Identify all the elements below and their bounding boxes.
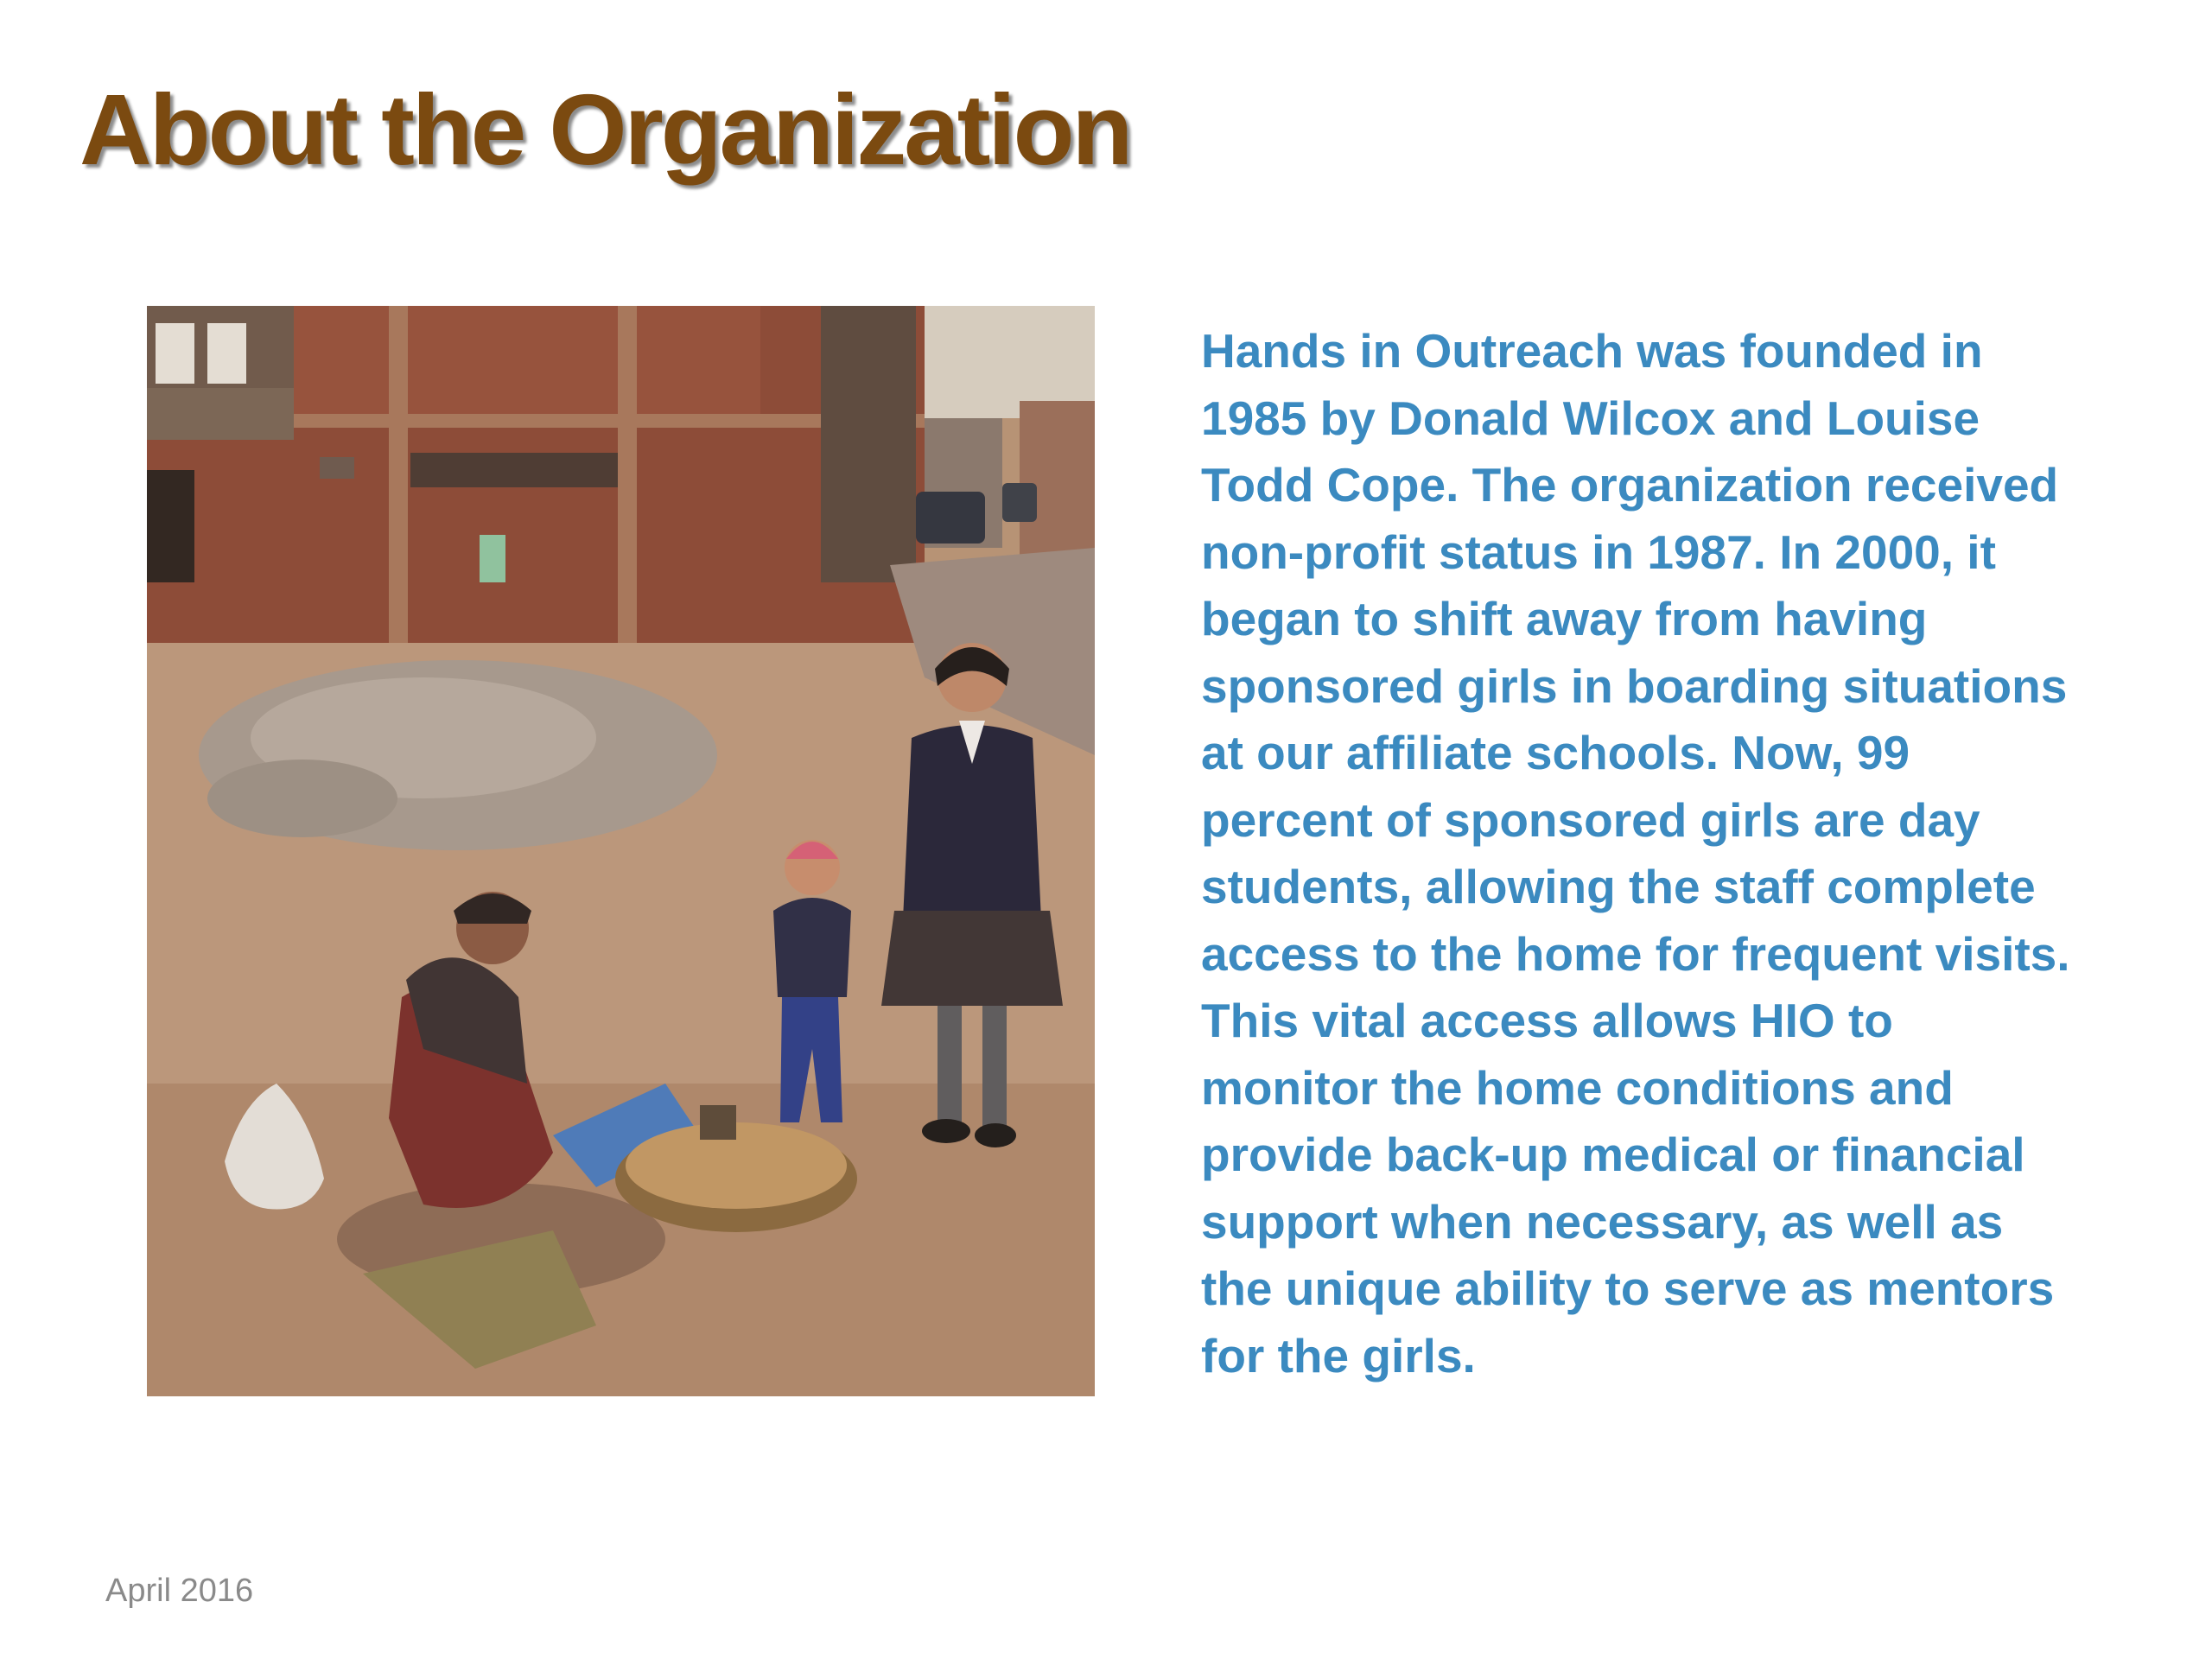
footer-date: April 2016 [105,1573,254,1609]
street-scene-photo [147,306,1095,1396]
organization-description: Hands in Outreach was founded in 1985 by Donald Wilcox and Louise Todd Cope. The organization received non-profit status in 1987. In 2000, it began to shift away from having sponsored girls in boarding situations at our affiliate schools. Now, 99 percent of sponsored girls are day students, allowing the staff complete access to the home for frequent visits. This vital access allows HIO to monitor the home conditions and provide back-up medical or financial support when necessary, as well as the unique ability to serve as mentors for the girls. [1201,324,2070,1382]
slide-title: About the Organization [79,73,1131,186]
